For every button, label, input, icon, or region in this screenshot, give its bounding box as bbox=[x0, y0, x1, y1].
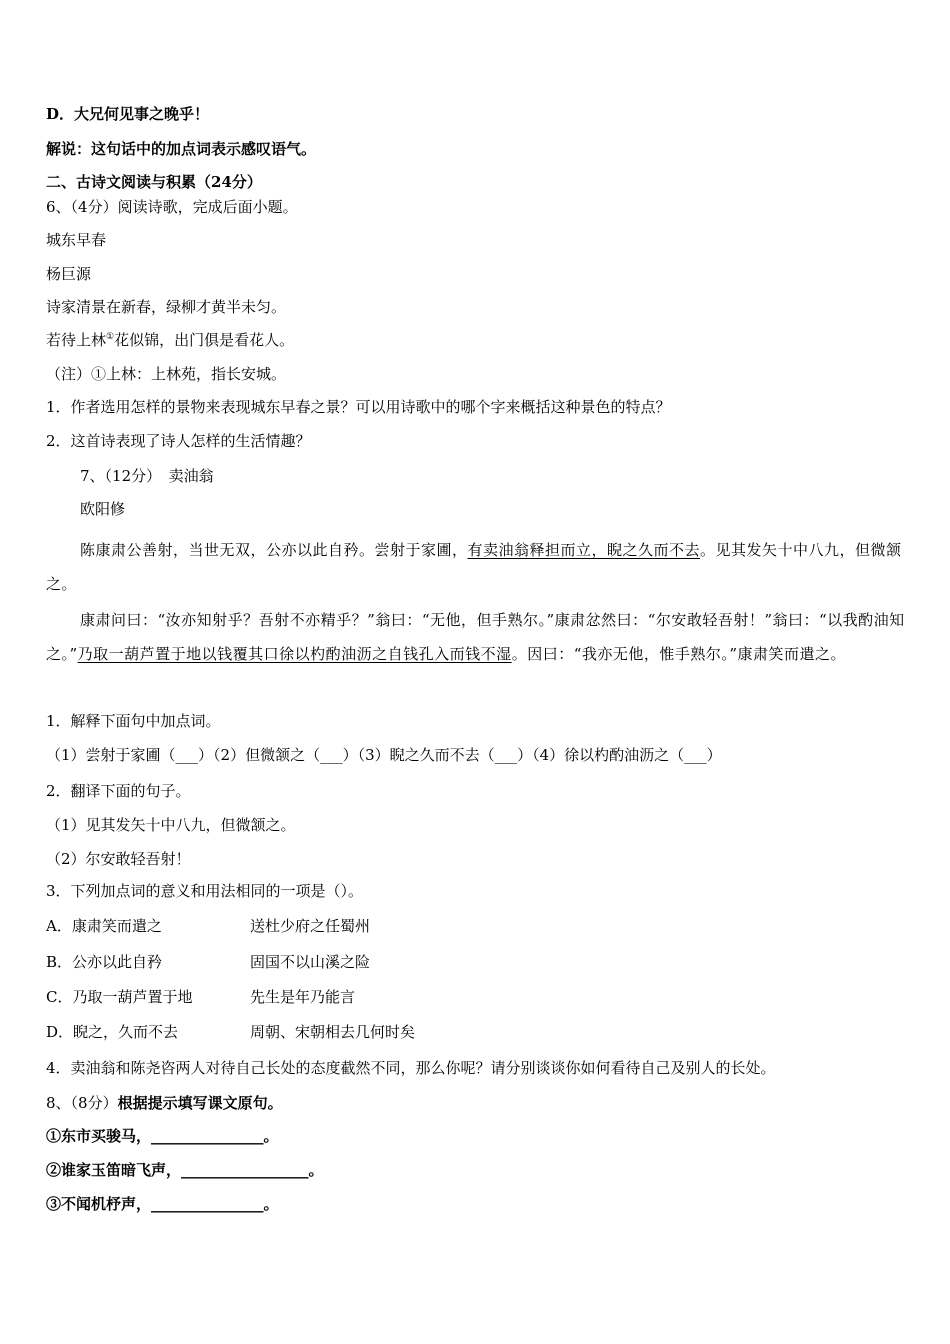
option-a-left: A．康肃笑而遣之 bbox=[46, 917, 162, 935]
q7-passage-p1: 陈康肃公善射，当世无双，公亦以此自矜。尝射于家圃，有卖油翁释担而立，睨之久而不去。见其发矢十中八九，但微颔之。 bbox=[46, 541, 902, 593]
poem-line-2: 若待上林①花似锦，出门俱是看花人。 bbox=[46, 331, 295, 349]
option-c-left: C．乃取一葫芦置于地 bbox=[46, 988, 193, 1006]
q7-sub4: 4．卖油翁和陈尧咨两人对待自己长处的态度截然不同，那么你呢？请分别谈谈你如何看待自己及别人的长处。 bbox=[46, 1059, 776, 1077]
option-c-right: 先生是年乃能言 bbox=[250, 988, 356, 1006]
q6-sub1: 1．作者选用怎样的景物来表现城东早春之景？可以用诗歌中的哪个字来概括这种景色的特点？ bbox=[46, 398, 671, 416]
q8-item-3: ③不闻机杼声，_______________。 bbox=[46, 1195, 279, 1213]
q7-sub3: 3．下列加点词的意义和用法相同的一项是（）。 bbox=[46, 882, 364, 900]
poem-line-1: 诗家清景在新春，绿柳才黄半未匀。 bbox=[46, 298, 287, 316]
option-a-right: 送杜少府之任蜀州 bbox=[250, 917, 371, 935]
q7-sub1: 1．解释下面句中加点词。 bbox=[46, 712, 221, 730]
option-d-left: D．睨之，久而不去 bbox=[46, 1023, 179, 1041]
q7-sub2: 2．翻译下面的句子。 bbox=[46, 782, 191, 800]
q8-item-1: ①东市买骏马，_______________。 bbox=[46, 1127, 279, 1145]
q6-stem: 6、（4分）阅读诗歌，完成后面小题。 bbox=[46, 198, 298, 216]
footnote-mark: ① bbox=[106, 332, 115, 342]
q7-header: 7、（12分） 卖油翁 bbox=[80, 467, 214, 485]
prev-option-d: D．大兄何见事之晚乎！ bbox=[46, 105, 210, 123]
q7-author: 欧阳修 bbox=[80, 500, 126, 518]
q7-sub1-items: （1）尝射于家圃（___）（2）但微颔之（___）（3）睨之久而不去（___）（4）徐以杓酌油沥之（___） bbox=[46, 746, 722, 764]
prev-explanation: 解说：这句话中的加点词表示感叹语气。 bbox=[46, 140, 317, 158]
underlined-sentence-1: 有卖油翁释担而立，睨之久而不去 bbox=[467, 541, 701, 559]
q7-sub2-item-2: （2）尔安敢轻吾射！ bbox=[46, 850, 191, 868]
q8-stem: 8、（8分）根据提示填写课文原句。 bbox=[46, 1094, 283, 1112]
section-heading: 二、古诗文阅读与积累（24分） bbox=[46, 173, 262, 191]
option-b-right: 固国不以山溪之险 bbox=[250, 953, 371, 971]
q8-item-2: ②谁家玉笛暗飞声，_________________。 bbox=[46, 1161, 324, 1179]
underlined-sentence-2: 乃取一葫芦置于地以钱覆其口徐以杓酌油沥之自钱孔入而钱不湿 bbox=[77, 645, 512, 663]
option-b-left: B．公亦以此自矜 bbox=[46, 953, 163, 971]
q7-sub2-item-1: （1）见其发矢十中八九，但微颔之。 bbox=[46, 816, 296, 834]
q7-passage-p2: 康肃问曰：“汝亦知射乎？吾射不亦精乎？”翁曰：“无他，但手熟尔。”康肃忿然曰：“尔安敢轻吾射！”翁曰：“以我酌油知之。”乃取一葫芦置于地以钱覆其口徐以杓酌油沥之自钱孔入而钱不湿。因曰：“我亦无他，惟手熟尔。”康肃笑而遣之。 bbox=[46, 611, 905, 663]
poem-poet: 杨巨源 bbox=[46, 265, 92, 283]
q6-sub2: 2．这首诗表现了诗人怎样的生活情趣？ bbox=[46, 432, 311, 450]
option-d-right: 周朝、宋朝相去几何时矣 bbox=[250, 1023, 416, 1041]
poem-title: 城东早春 bbox=[46, 231, 107, 249]
poem-note: （注）①上林：上林苑，指长安城。 bbox=[46, 365, 287, 383]
